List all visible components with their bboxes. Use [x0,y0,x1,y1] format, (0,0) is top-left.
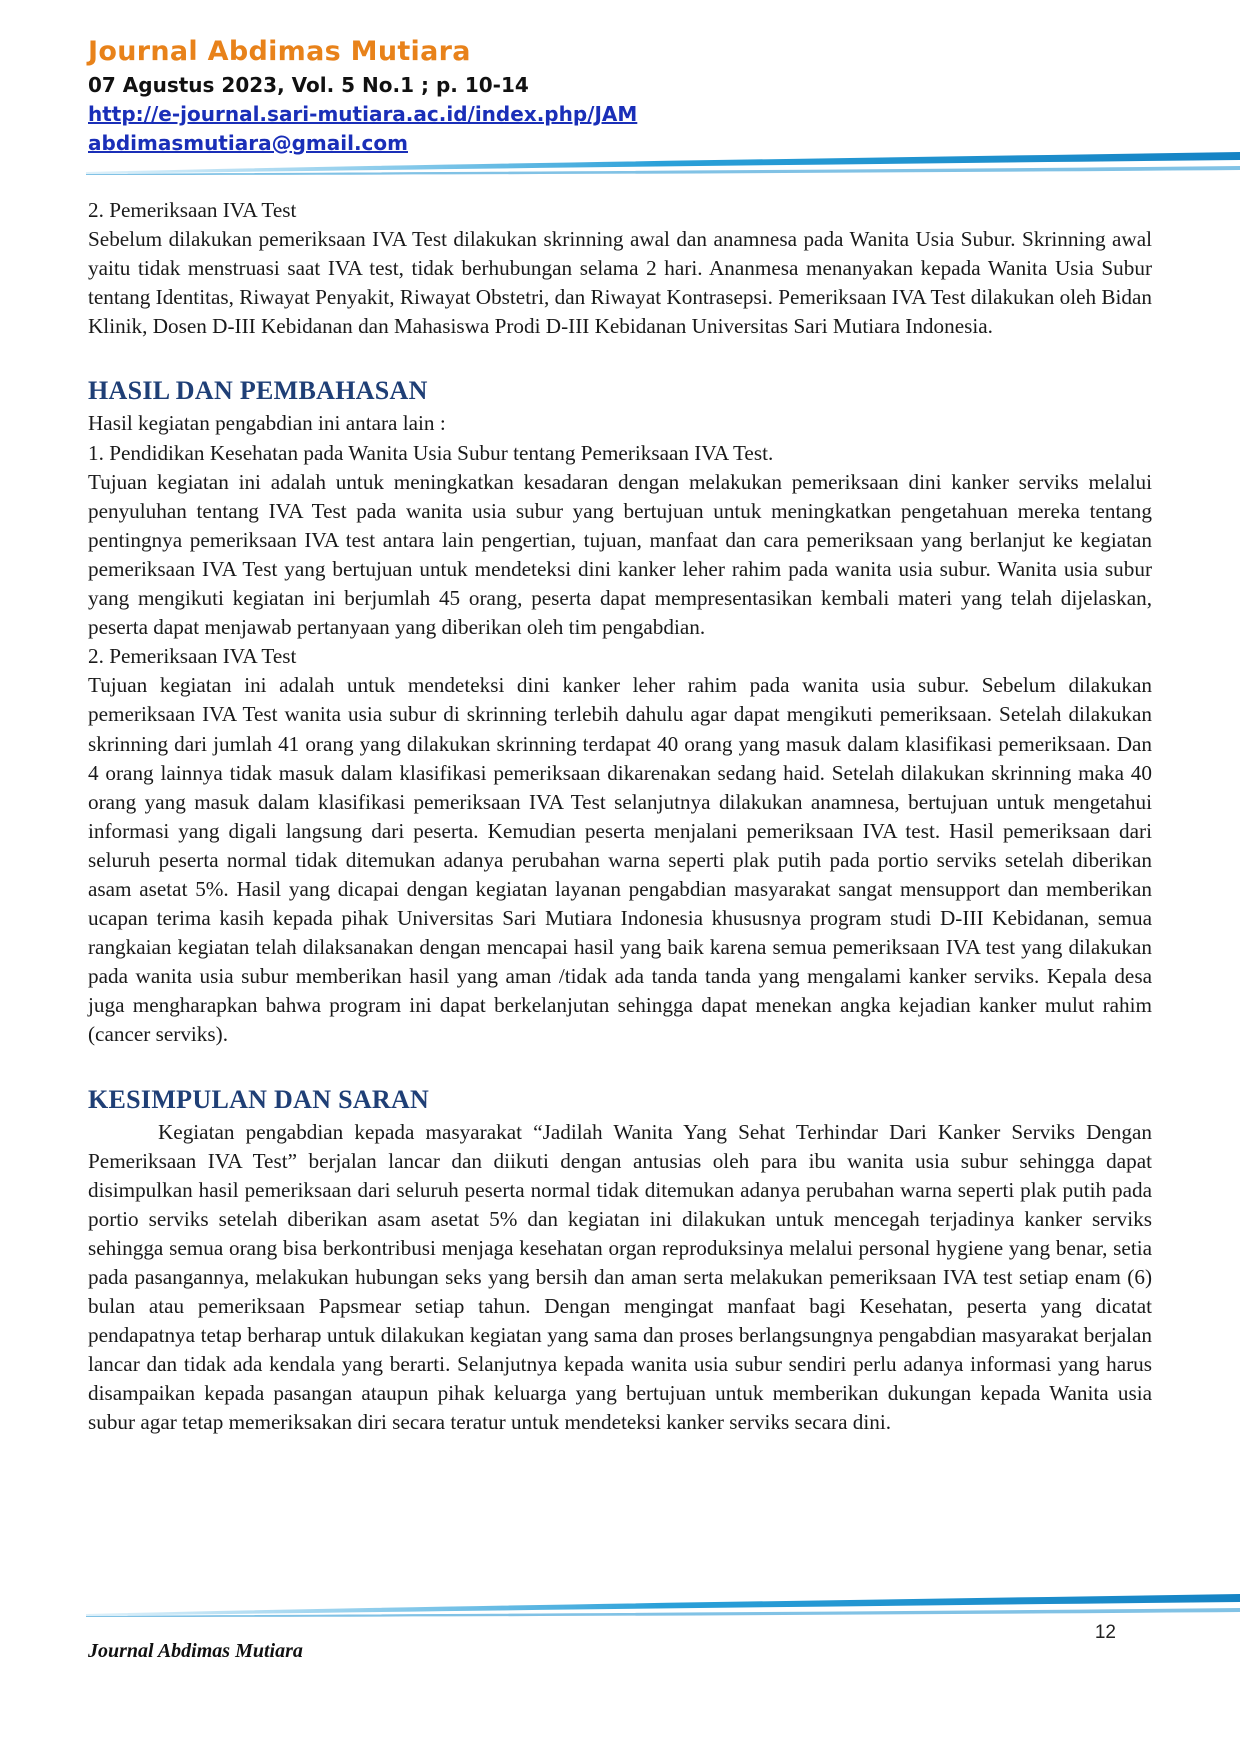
hasil-item1-title: 1. Pendidikan Kesehatan pada Wanita Usia Subur tentang Pemeriksaan IVA Test. [88,440,774,465]
journal-url-link[interactable]: http://e-journal.sari-mutiara.ac.id/index.php/JAM [88,102,638,126]
hasil-item1-text: Tujuan kegiatan ini adalah untuk meningkatkan kesadaran dengan melakukan pemeriksaan dini kanker serviks melalui penyuluhan tentang IVA Test pada wanita usia subur yang bertujuan untuk meningkatkan pengetahuan mereka tentang pentingnya pemeriksaan IVA test antara lain pengertian, tujuan, manfaat dan cara pemeriksaan yang berlanjut ke kegiatan pemeriksaan IVA Test yang bertujuan untuk mendeteksi dini kanker leher rahim pada wanita usia subur. Wanita usia subur yang mengikuti kegiatan ini berjumlah 45 orang, peserta dapat mempresentasikan kembali materi yang telah dijelaskan, peserta dapat menjawab pertanyaan yang diberikan oleh tim pengabdian. [88,469,1152,640]
intro-item-title: 2. Pemeriksaan IVA Test [88,198,297,222]
intro-paragraph: Sebelum dilakukan pemeriksaan IVA Test dilakukan skrinning awal dan anamnesa pada Wanita Usia Subur. Skrinning awal yaitu tidak menstruasi saat IVA test, tidak berhubungan selama 2 hari. Ananmesa menanyakan kepada Wanita Usia Subur tentang Identitas, Riwayat Penyakit, Riwayat Obstetri, dan Riwayat Kontrasepsi. Pemeriksaan IVA Test dilakukan oleh Bidan Klinik, Dosen D-III Kebidanan dan Mahasiswa Prodi D-III Kebidanan Universitas Sari Mutiara Indonesia. [88,227,1152,339]
page-number: 12 [1094,1622,1116,1643]
kesimpulan-paragraph: Kegiatan pengabdian kepada masyarakat “Jadilah Wanita Yang Sehat Terhindar Dari Kanker Serviks Dengan Pemeriksaan IVA Test” berjalan lancar dan diikuti dengan antusias oleh para ibu wanita usia subur sehingga dapat disimpulkan hasil pemeriksaan dari seluruh peserta normal tidak ditemukan adanya perubahan warna seperti plak putih pada portio serviks setelah diberikan asam asetat 5% dan kegiatan ini dilakukan untuk mencegah terjadinya kanker serviks sehingga semua orang bisa berkontribusi menjaga kesehatan organ reproduksinya melalui personal hygiene yang benar, setia pada pasangannya, melakukan hubungan seks yang bersih dan aman serta melakukan pemeriksaan IVA test setiap enam (6) bulan atau pemeriksaan Papsmear setiap tahun. Dengan mengingat manfaat bagi Kesehatan, peserta yang dicatat pendapatnya tetap berharap untuk dilakukan kegiatan yang sama dan proses berlangsungnya pengabdian masyarakat berjalan lancar dan tidak ada kendala yang berarti. Selanjutnya kepada wanita usia subur sendiri perlu adanya informasi yang harus disampaikan kepada pasangan ataupun pihak keluarga yang bertujuan untuk memberikan dukungan kepada Wanita usia subur agar tetap memeriksakan diri secara teratur untuk mendeteksi kanker serviks secara dini. [88,1119,1152,1435]
volume-info: 07 Agustus 2023, Vol. 5 No.1 ; p. 10-14 [88,73,529,97]
hasil-item2-title: 2. Pemeriksaan IVA Test [88,644,297,669]
journal-title: Journal Abdimas Mutiara [88,36,471,67]
section-heading-hasil: HASIL DAN PEMBAHASAN [88,376,428,406]
footer-swoosh-divider [0,1592,1240,1622]
hasil-item2-text: Tujuan kegiatan ini adalah untuk mendeteksi dini kanker leher rahim pada wanita usia subur. Sebelum dilakukan pemeriksaan IVA Test wanita usia subur di skrinning terlebih dahulu agar dapat mengikuti pemeriksaan. Setelah dilakukan skrinning dari jumlah 41 orang yang dilakukan skrinning terdapat 40 orang yang masuk dalam klasifikasi pemeriksaan. Dan 4 orang lainnya tidak masuk dalam klasifikasi pemeriksaan dikarenakan sedang haid. Setelah dilakukan skrinning maka 40 orang yang masuk dalam klasifikasi pemeriksaan IVA Test selanjutnya dilakukan anamnesa, bertujuan untuk mengetahui informasi yang digali langsung dari peserta. Kemudian peserta menjalani pemeriksaan IVA test. Hasil pemeriksaan dari seluruh peserta normal tidak ditemukan adanya perubahan warna seperti plak putih pada portio serviks setelah diberikan asam asetat 5%. Hasil yang dicapai dengan kegiatan layanan pengabdian masyarakat sangat mensupport dan memberikan ucapan terima kasih kepada pihak Universitas Sari Mutiara Indonesia khususnya program studi D-III Kebidanan, semua rangkaian kegiatan telah dilaksanakan dengan mencapai hasil yang baik karena semua pemeriksaan IVA test yang dilakukan pada wanita usia subur memberikan hasil yang aman /tidak ada tanda tanda yang mengalami kanker serviks. Kepala desa juga mengharapkan bahwa program ini dapat berkelanjutan sehingga dapat menekan angka kejadian kanker mulut rahim (cancer serviks). [88,673,1152,1047]
article-body [88,196,1152,1438]
hasil-lead: Hasil kegiatan pengabdian ini antara lain : [88,411,446,436]
section-heading-kesimpulan: KESIMPULAN DAN SARAN [88,1084,430,1114]
footer-journal-title: Journal Abdimas Mutiara [88,1640,303,1662]
journal-email-link[interactable]: abdimasmutiara@gmail.com [88,131,408,155]
header-swoosh-divider [0,150,1240,182]
journal-header [88,34,637,158]
